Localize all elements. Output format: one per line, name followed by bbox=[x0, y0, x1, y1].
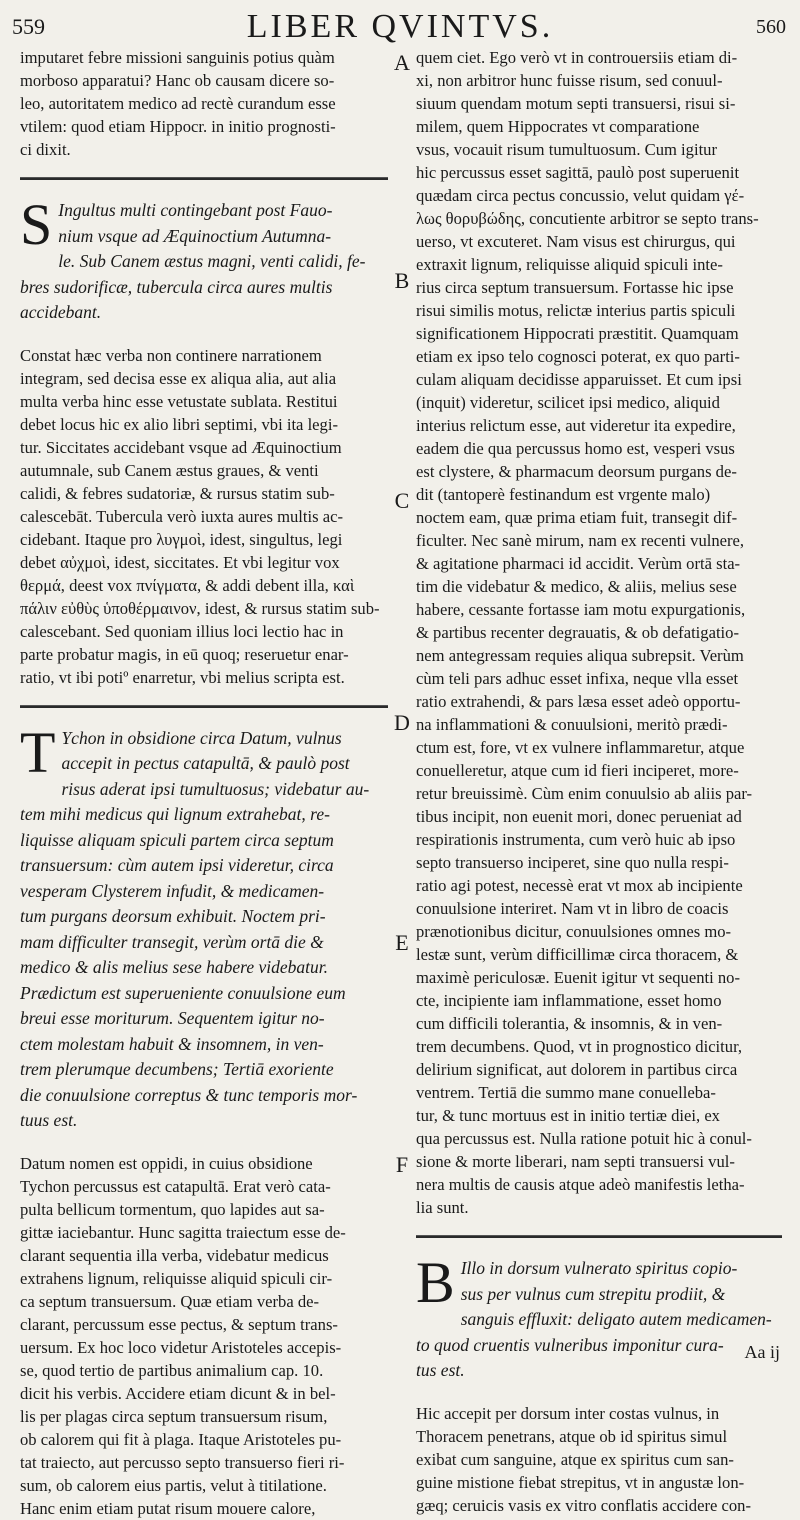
text-line: parte probatur magis, in eū quoq; reseruetur enar- bbox=[20, 644, 349, 664]
text-line: delirium significat, aut dolorem in partibus circa bbox=[416, 1060, 738, 1079]
text-line: (inquit) videretur, scilicet ipsi medico, aliquid bbox=[416, 393, 720, 412]
text-line: significationem Hippocrati præstitit. Quamquam bbox=[416, 324, 739, 343]
text-line: nium vsque ad Æquinoctium Autumna- bbox=[58, 225, 332, 246]
text-line: retur breuissimè. Cùm enim conuulsio ab aliis par- bbox=[416, 784, 753, 803]
text-line: guine mistione fiebat strepitus, vt in angustæ lon- bbox=[416, 1472, 745, 1492]
text-line: Illo in dorsum vulnerato spiritus copio- bbox=[460, 1258, 738, 1278]
text-line: milem, quem Hippocrates vt comparatione bbox=[416, 117, 700, 136]
commentary-paragraph bbox=[416, 1402, 782, 1517]
text-line: extrahens lignum, reliquisse aliquid spiculi cir- bbox=[20, 1268, 333, 1288]
text-line: habere, cessante fortasse iam motu expurgationis, bbox=[416, 600, 746, 619]
margin-letter: A bbox=[394, 50, 410, 75]
text-line: na inflammationi & conuulsioni, meritò prædi- bbox=[416, 715, 728, 734]
text-line: bres sudorificæ, tubercula circa aures multis bbox=[20, 276, 333, 297]
text-line: maximè periculosæ. Euenit igitur vt sequenti no- bbox=[416, 968, 740, 987]
commentary-paragraph bbox=[20, 344, 388, 689]
text-line: Ingultus multi contingebant post Fauo- bbox=[58, 200, 333, 220]
text-line: calidi, & febres sudatoriæ, & rursus statim sub- bbox=[20, 483, 335, 503]
commentary-paragraph bbox=[20, 1152, 388, 1520]
text-line: cte, incipiente iam inflammatione, esset homo bbox=[416, 991, 722, 1010]
text-line: ci dixit. bbox=[20, 140, 71, 159]
text-line: septo transuerso inciperet, sine quo nulla respi- bbox=[416, 853, 729, 872]
text-line: debet locus hic ex alio libri septimi, vbi ita legi- bbox=[20, 414, 338, 434]
text-line: Datum nomen est oppidi, in cuius obsidione bbox=[20, 1153, 313, 1173]
text-line: clarant sequentia illa verba, videbatur medicus bbox=[20, 1245, 329, 1265]
page-number-left: 559 bbox=[12, 14, 45, 39]
text-line: trem plerumque decumbens; Tertiā exoriente bbox=[20, 1059, 334, 1079]
text-line: Thoracem penetrans, atque ob id spiritus simul bbox=[416, 1426, 728, 1446]
text-line: vtilem: quod etiam Hippocr. in initio prognosti- bbox=[20, 117, 336, 136]
text-line: leo, autoritatem medico ad rectè curandum esse bbox=[20, 94, 336, 113]
text-line: cum difficili tolerantia, & insomnis, & in ven- bbox=[416, 1014, 723, 1033]
margin-letter: E bbox=[395, 930, 409, 955]
text-line: tur. Siccitates accidebant vsque ad Æquinoctium bbox=[20, 437, 342, 457]
text-line: est clystere, & pharmacum deorsum purgans de- bbox=[416, 462, 737, 481]
text-line: Ychon in obsidione circa Datum, vulnus bbox=[61, 727, 342, 748]
text-line: Hic accepit per dorsum inter costas vulnus, in bbox=[416, 1403, 720, 1423]
text-line: mam difficulter transegit, verùm ortā die & bbox=[20, 931, 324, 952]
page-number-right: 560 bbox=[756, 16, 786, 38]
text-line: πάλιν εὐθὺς ὑποθέρμαινον, idest, & rursus statim sub- bbox=[20, 598, 380, 618]
text-line: sione & morte liberari, nam septi transuersi vul- bbox=[416, 1152, 735, 1171]
text-line: extraxit lignum, reliquisse aliquid spiculi inte- bbox=[416, 255, 723, 274]
text-line: ob calorem qui fit à plaga. Itaque Aristoteles pu- bbox=[20, 1429, 342, 1449]
margin-letter: F bbox=[395, 1152, 409, 1177]
margin-letter: D bbox=[394, 710, 410, 735]
text-line: λως θορυβώδης, concutiente arbitror se septo trans- bbox=[416, 209, 759, 228]
drop-cap: T bbox=[20, 719, 56, 785]
text-line: respirationis instrumenta, cum verò huic ab ipso bbox=[416, 830, 736, 849]
text-line: lestæ sunt, verùm difficillimæ circa thoracem, & bbox=[416, 945, 739, 964]
hippocrates-quotation bbox=[20, 192, 388, 326]
text-line: sus per vulnus cum strepitu prodiit, & bbox=[460, 1283, 726, 1304]
text-line: autumnale, sub Canem æstus graues, & venti bbox=[20, 460, 319, 480]
text-line: gittæ iaciebantur. Hunc sagitta traiectum esse de- bbox=[20, 1222, 346, 1242]
text-line: uerso, vt excuteret. Nam visus est chirurgus, qui bbox=[416, 232, 736, 251]
text-line: nem antegressam requies aliqua subrepsit. Verùm bbox=[416, 646, 744, 665]
text-line: risus aderat ipsi tumultuosus; videbatur au- bbox=[61, 778, 370, 799]
commentary-paragraph bbox=[416, 46, 782, 1219]
text-line: sanguis effluxit: deligato autem medicamen- bbox=[460, 1309, 772, 1329]
left-column bbox=[20, 46, 388, 1518]
running-title: LIBER QVINTVS. bbox=[246, 8, 554, 45]
text-line: noctem eam, quæ prima etiam fuit, transegit dif- bbox=[416, 508, 738, 527]
margin-letter: B bbox=[394, 268, 410, 293]
text-line: gæq; ceruicis vasis ex vitro conflatis accidere con- bbox=[416, 1495, 751, 1515]
text-line: dicit his verbis. Accidere etiam dicunt & in bel- bbox=[20, 1383, 336, 1403]
text-line: Tychon percussus est catapultā. Erat verò cata- bbox=[20, 1176, 331, 1196]
text-line: sum, ob calorem eius partis, velut à titilatione. bbox=[20, 1475, 327, 1495]
text-line: xi, non arbitror hunc fuisse risum, sed conuul- bbox=[416, 71, 723, 90]
text-line: liquisse aliquam spiculi partem circa septum bbox=[20, 829, 334, 850]
text-line: trem decumbens. Quod, vt in prognostico dicitur, bbox=[416, 1037, 743, 1056]
text-line: hic percussus esset sagittā, paulò post superuenit bbox=[416, 163, 740, 182]
section-divider bbox=[416, 1235, 782, 1238]
section-divider bbox=[20, 177, 388, 180]
text-line: tem mihi medicus qui lignum extrahebat, re- bbox=[20, 804, 330, 824]
text-line: qua percussus est. Nulla ratione potuit hic à conul- bbox=[416, 1129, 752, 1148]
text-line: cùm teli pars adhuc esset infixa, neque vlla esset bbox=[416, 669, 739, 688]
text-line: Hanc enim etiam putat risum mouere calore, bbox=[20, 1498, 316, 1518]
text-line: multa verba hinc esse vetustate sublata. Restitui bbox=[20, 391, 338, 411]
signature-mark: Aa ij bbox=[744, 1342, 780, 1362]
text-line: tat traiecto, aut percusso septo transuerso fieri ri- bbox=[20, 1452, 345, 1472]
text-line: ctem molestam habuit & insomnem, in ven- bbox=[20, 1033, 324, 1054]
text-line: ratio agi potest, necessè erat vt mox ab incipiente bbox=[416, 876, 743, 895]
text-line: siuum quendam motum septi transuersi, risui si- bbox=[416, 94, 736, 113]
text-line: le. Sub Canem æstus magni, venti calidi, fe- bbox=[58, 251, 366, 271]
text-line: accidebant. bbox=[20, 302, 102, 322]
text-line: ratio extrahendi, & pars læsa esset adeò opportu- bbox=[416, 692, 741, 711]
text-line: eadem die qua percussus homo est, vesperi vsus bbox=[416, 439, 735, 458]
running-header bbox=[0, 6, 800, 45]
text-line: vsus, vocauit risum tumultuosum. Cum igitur bbox=[416, 140, 717, 159]
text-line: to quod cruentis vulneribus imponitur cura- bbox=[416, 1334, 724, 1355]
text-line: breui esse moriturum. Sequentem igitur no- bbox=[20, 1008, 325, 1028]
text-line: clarant, percussum esse pectus, & septum trans- bbox=[20, 1314, 338, 1334]
drop-cap: B bbox=[416, 1250, 455, 1315]
text-line: ctum est, fore, vt ex vulnere inflammaretur, atque bbox=[416, 738, 745, 757]
text-line: tuus est. bbox=[20, 1110, 78, 1130]
hippocrates-quotation bbox=[416, 1250, 782, 1384]
text-line: uersum. Ex hoc loco videtur Aristoteles accepis- bbox=[20, 1337, 342, 1357]
text-line: morboso apparatui? Hanc ob causam dicere so- bbox=[20, 71, 335, 90]
text-line: die conuulsione correptus & tunc temporis mor- bbox=[20, 1084, 358, 1105]
text-line: transuersum: cùm autem ipsi videretur, circa bbox=[20, 855, 334, 875]
section-divider bbox=[20, 705, 388, 708]
text-line: debet αὐχμοὶ, idest, siccitates. Et vbi legitur vox bbox=[20, 552, 340, 572]
text-line: ficulter. Nec sanè mirum, nam ex recenti vulnere, bbox=[416, 531, 745, 550]
text-line: risui similis motus, relictæ interius partis spiculi bbox=[416, 301, 736, 320]
text-line: exibat cum sanguine, atque ex spiritus cum san- bbox=[416, 1449, 734, 1469]
text-line: accepit in pectus catapultā, & paulò post bbox=[61, 753, 350, 773]
text-line: dit (tantoperè festinandum est vrgente malo) bbox=[416, 485, 711, 504]
text-line: tim die videbatur & medico, & aliis, melius sese bbox=[416, 577, 737, 596]
text-line: calescebāt. Tubercula verò iuxta aures multis ac- bbox=[20, 506, 344, 526]
text-line: tur, & tunc mortuus est in initio tertiæ diei, ex bbox=[416, 1106, 720, 1125]
text-line: quem ciet. Ego verò vt in controuersiis etiam di- bbox=[416, 48, 738, 67]
text-line: etiam ex ipso telo cognosci poterat, ex quo parti- bbox=[416, 347, 740, 366]
text-line: prænotionibus dicitur, conuulsiones omnes mo- bbox=[416, 922, 732, 941]
text-line: Prædictum est superueniente conuulsione eum bbox=[20, 982, 346, 1003]
text-line: interius relictum esse, aut videretur ita expedire, bbox=[416, 416, 736, 435]
text-line: integram, sed decisa esse ex aliqua alia, aut alia bbox=[20, 368, 337, 388]
text-line: lis per plagas circa septum transuersum risum, bbox=[20, 1406, 328, 1426]
text-line: rius circa septum transuersum. Fortasse hic ipse bbox=[416, 278, 734, 297]
text-line: medico & alis melius sese habere videbatur. bbox=[20, 957, 328, 977]
text-line: se, quod tertio de partibus animalium cap. 10. bbox=[20, 1360, 324, 1380]
hippocrates-quotation bbox=[20, 719, 388, 1134]
text-line: conuulsione interiret. Nam vt in libro de coacis bbox=[416, 899, 729, 918]
text-line: imputaret febre missioni sanguinis potius quàm bbox=[20, 48, 335, 67]
text-line: ca septum transuersum. Quæ etiam verba de- bbox=[20, 1291, 320, 1311]
text-line: ratio, vt ibi potiº enarretur, vbi melius scripta est. bbox=[20, 667, 345, 687]
text-line: conuelleretur, atque cum id fieri inciperet, more- bbox=[416, 761, 739, 780]
text-line: θερμά, deest vox πνίγματα, & addi debent illa, καὶ bbox=[20, 575, 355, 595]
text-line: pulta bellicum tormentum, quo lapides aut sa- bbox=[20, 1199, 325, 1219]
commentary-paragraph bbox=[20, 46, 388, 161]
text-line: ventrem. Tertiā die summo mane conuelleba- bbox=[416, 1083, 716, 1102]
text-line: quædam circa pectus concussio, velut quidam γέ- bbox=[416, 186, 745, 205]
text-line: tum purgans deorsum exhibuit. Noctem pri- bbox=[20, 906, 326, 926]
text-line: Constat hæc verba non continere narrationem bbox=[20, 345, 322, 365]
text-line: & partibus recenter degrauatis, & ob defatigatio- bbox=[416, 623, 739, 642]
text-line: cidebant. Itaque pro λυγμοὶ, idest, singultus, legi bbox=[20, 529, 343, 549]
text-line: culam aliquam decidisse apparuisset. Et cum ipsi bbox=[416, 370, 742, 389]
text-line: nera multis de causis atque adeò manifestis letha- bbox=[416, 1175, 745, 1194]
text-line: lia sunt. bbox=[416, 1198, 469, 1217]
text-line: calescebant. Sed quoniam illius loci lectio hac in bbox=[20, 621, 344, 641]
text-line: vesperam Clysterem infudit, & medicamen- bbox=[20, 880, 325, 901]
drop-cap: S bbox=[20, 192, 53, 257]
text-line: tibus incipit, non euenit mori, donec perueniat ad bbox=[416, 807, 742, 826]
text-line: & agitatione pharmaci id accidit. Verùm ortā sta- bbox=[416, 554, 741, 573]
text-line: tus est. bbox=[416, 1360, 465, 1380]
margin-letter: C bbox=[394, 488, 410, 513]
